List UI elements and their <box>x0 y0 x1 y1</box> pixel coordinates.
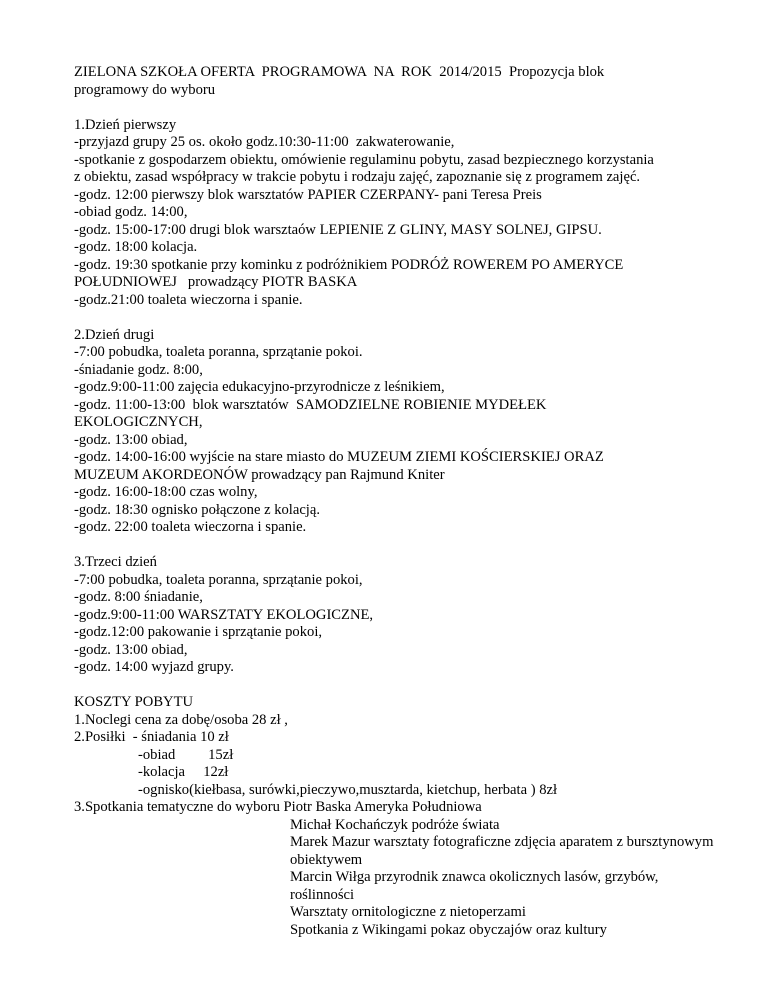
document-page <box>74 64 714 939</box>
day1-line: -obiad godz. 14:00, <box>74 204 188 220</box>
speaker-item: Spotkania z Wikingami pokaz obyczajów oraz kultury <box>290 921 607 938</box>
day1-line: -godz. 12:00 pierwszy blok warsztatów PAPIER CZERPANY- pani Teresa Preis <box>74 186 542 203</box>
day2-line: -godz.9:00-11:00 zajęcia edukacyjno-przyrodnicze z leśnikiem, <box>74 379 445 395</box>
title-line-2: programowy do wyboru <box>74 81 216 98</box>
day1-line: -godz.21:00 toaleta wieczorna i spanie. <box>74 291 303 308</box>
day2-line: MUZEUM AKORDEONÓW prowadzący pan Rajmund Kniter <box>74 466 445 483</box>
day1-heading: 1.Dzień pierwszy <box>74 116 177 133</box>
title-line-1: ZIELONA SZKOŁA OFERTA PROGRAMOWA NA ROK 2014/2015 Propozycja blok <box>74 64 605 80</box>
day2-line: -godz. 11:00-13:00 blok warsztatów SAMODZIELNE ROBIENIE MYDEŁEK <box>74 396 547 413</box>
day2-heading: 2.Dzień drugi <box>74 326 155 343</box>
day3-line: -godz. 13:00 obiad, <box>74 641 188 658</box>
day2-line: -godz. 16:00-18:00 czas wolny, <box>74 484 258 500</box>
speaker-item: Warsztaty ornitologiczne z nietoperzami <box>290 904 526 920</box>
costs-meetings: 3.Spotkania tematyczne do wyboru Piotr Baska Ameryka Południowa <box>74 799 482 815</box>
day3-section <box>74 554 714 677</box>
day1-line: -godz. 19:30 spotkanie przy kominku z podróżnikiem PODRÓŻ ROWEREM PO AMERYCE <box>74 256 624 273</box>
day3-line: -godz. 14:00 wyjazd grupy. <box>74 659 234 675</box>
meal-item: -kolacja 12zł <box>138 764 229 780</box>
day3-line: -godz. 8:00 śniadanie, <box>74 589 203 605</box>
day2-line: -7:00 pobudka, toaleta poranna, sprzątanie pokoi. <box>74 344 363 360</box>
day2-line: -śniadanie godz. 8:00, <box>74 361 203 378</box>
day2-line: -godz. 18:30 ognisko połączone z kolacją. <box>74 501 320 518</box>
costs-heading: KOSZTY POBYTU <box>74 694 194 710</box>
day1-line: -godz. 15:00-17:00 drugi blok warsztaów LEPIENIE Z GLINY, MASY SOLNEJ, GIPSU. <box>74 221 602 238</box>
day2-line: -godz. 14:00-16:00 wyjście na stare miasto do MUZEUM ZIEMI KOŚCIERSKIEJ ORAZ <box>74 449 604 465</box>
meal-item: -ognisko(kiełbasa, surówki,pieczywo,musztarda, kietchup, herbata ) 8zł <box>138 781 558 798</box>
day3-heading: 3.Trzeci dzień <box>74 554 157 570</box>
costs-accommodation: 1.Noclegi cena za dobę/osoba 28 zł , <box>74 711 288 728</box>
day1-line: -spotkanie z gospodarzem obiektu, omówienie regulaminu pobytu, zasad bezpiecznego korzystania <box>74 151 654 168</box>
day2-line: EKOLOGICZNYCH, <box>74 414 203 430</box>
day1-line: z obiektu, zasad współpracy w trakcie pobytu i rodzaju zajęć, zapoznanie się z programem zajęć. <box>74 169 641 185</box>
meal-item: -obiad 15zł <box>138 746 234 763</box>
day3-line: -godz.12:00 pakowanie i sprzątanie pokoi, <box>74 624 323 640</box>
speaker-item: Michał Kochańczyk podróże świata <box>290 816 500 833</box>
day3-line: -7:00 pobudka, toaleta poranna, sprzątanie pokoi, <box>74 571 363 588</box>
costs-section <box>74 694 714 939</box>
day1-section <box>74 117 714 310</box>
day2-section <box>74 327 714 537</box>
costs-meals: 2.Posiłki - śniadania 10 zł <box>74 729 229 745</box>
day2-line: -godz. 22:00 toaleta wieczorna i spanie. <box>74 519 307 535</box>
day3-line: -godz.9:00-11:00 WARSZTATY EKOLOGICZNE, <box>74 606 374 623</box>
day1-line: POŁUDNIOWEJ prowadzący PIOTR BASKA <box>74 274 358 290</box>
day1-line: -przyjazd grupy 25 os. około godz.10:30-11:00 zakwaterowanie, <box>74 134 455 150</box>
speaker-item: Marek Mazur warsztaty fotograficzne zdjęcia aparatem z bursztynowym obiektywem <box>290 834 714 868</box>
speaker-item: Marcin Wiłga przyrodnik znawca okolicznych lasów, grzybów, roślinności <box>290 869 659 903</box>
day2-line: -godz. 13:00 obiad, <box>74 431 188 448</box>
day1-line: -godz. 18:00 kolacja. <box>74 239 198 255</box>
